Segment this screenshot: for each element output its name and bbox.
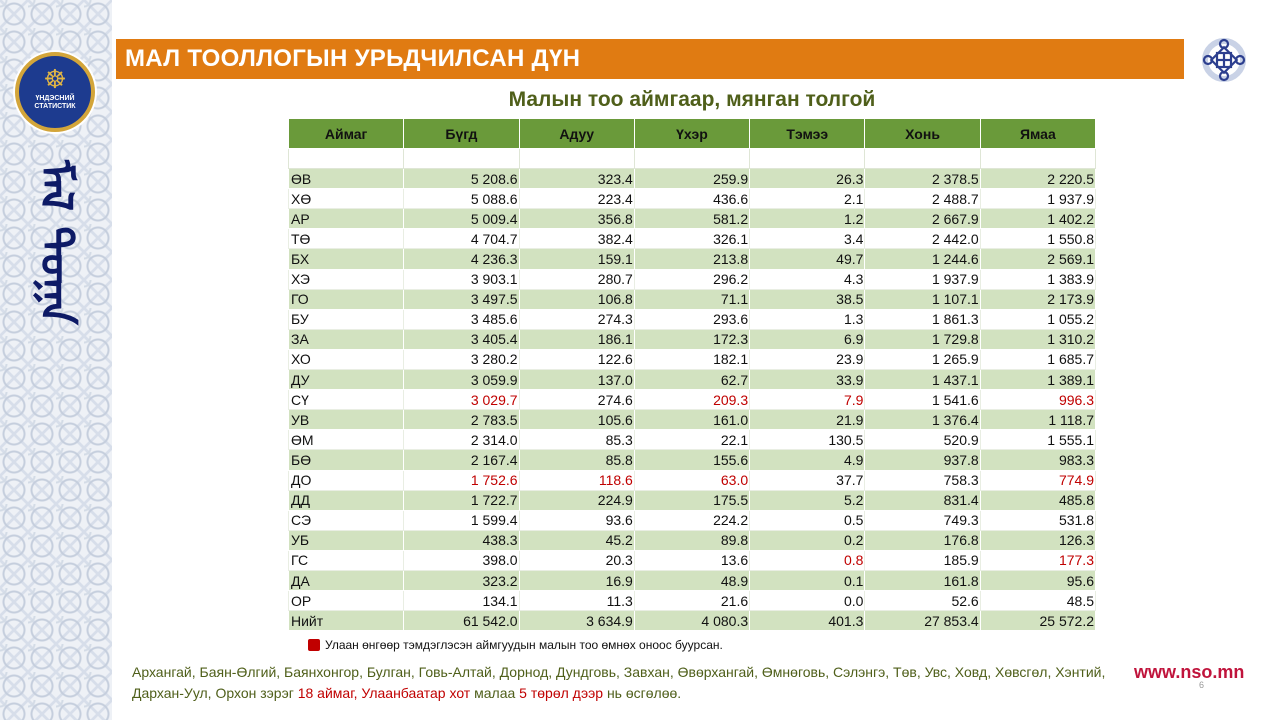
value-cell: 5.2 bbox=[750, 490, 865, 510]
table-row bbox=[289, 530, 1096, 550]
aimag-name-cell: ӨМ bbox=[289, 430, 404, 450]
value-cell: 137.0 bbox=[519, 370, 634, 390]
value-cell: 130.5 bbox=[750, 430, 865, 450]
value-cell: 21.9 bbox=[750, 410, 865, 430]
value-cell: 0.2 bbox=[750, 530, 865, 550]
value-cell: 1 402.2 bbox=[980, 209, 1095, 229]
table-row bbox=[289, 410, 1096, 430]
table-row bbox=[289, 470, 1096, 490]
table-row bbox=[289, 450, 1096, 470]
aimag-name-cell: УБ bbox=[289, 530, 404, 550]
value-cell: 1 861.3 bbox=[865, 309, 980, 329]
value-cell: 1 752.6 bbox=[404, 470, 519, 490]
value-cell: 49.7 bbox=[750, 249, 865, 269]
table-row bbox=[289, 229, 1096, 249]
value-cell: 186.1 bbox=[519, 329, 634, 349]
value-cell: 485.8 bbox=[980, 490, 1095, 510]
value-cell: 161.0 bbox=[634, 410, 749, 430]
value-cell: 155.6 bbox=[634, 450, 749, 470]
value-cell: 293.6 bbox=[634, 309, 749, 329]
value-cell: 1 541.6 bbox=[865, 390, 980, 410]
col-header-total: Бүгд bbox=[404, 119, 519, 149]
value-cell: 7.9 bbox=[750, 390, 865, 410]
value-cell: 983.3 bbox=[980, 450, 1095, 470]
value-cell: 2 442.0 bbox=[865, 229, 980, 249]
footnote-part1: Архангай, Баян-Өлгий, Баянхонгор, Булган, Говь-Алтай, Дорнод, Дундговь, Завхан, Өвөрхангай, Өмнөговь, Сэлэнгэ, Төв, Увс, Ховд, Хөвсгөл, Хэнтий, Дархан-Уул, Орхон зэрэг bbox=[132, 664, 1106, 701]
logo-text-line1: ҮНДЭСНИЙ bbox=[35, 95, 75, 102]
table-row bbox=[289, 209, 1096, 229]
value-cell: 438.3 bbox=[404, 530, 519, 550]
aimag-name-cell: БХ bbox=[289, 249, 404, 269]
value-cell: 1 550.8 bbox=[980, 229, 1095, 249]
table-row bbox=[289, 510, 1096, 530]
value-cell: 25 572.2 bbox=[980, 611, 1095, 631]
value-cell: 774.9 bbox=[980, 470, 1095, 490]
table-body bbox=[289, 149, 1096, 631]
footnote-highlight2: 5 төрөл дээр bbox=[519, 685, 604, 701]
table-row bbox=[289, 249, 1096, 269]
logo-text-line2: СТАТИСТИК bbox=[34, 103, 76, 110]
endless-knot-icon bbox=[1200, 36, 1248, 84]
value-cell: 2 167.4 bbox=[404, 450, 519, 470]
value-cell: 1 376.4 bbox=[865, 410, 980, 430]
footnote bbox=[132, 662, 1132, 704]
value-cell: 161.8 bbox=[865, 570, 980, 590]
col-header-horse: Адуу bbox=[519, 119, 634, 149]
footnote-part2: малаа bbox=[470, 685, 520, 701]
value-cell: 175.5 bbox=[634, 490, 749, 510]
value-cell: 749.3 bbox=[865, 510, 980, 530]
value-cell: 401.3 bbox=[750, 611, 865, 631]
table-row bbox=[289, 329, 1096, 349]
value-cell: 213.8 bbox=[634, 249, 749, 269]
value-cell: 520.9 bbox=[865, 430, 980, 450]
spacer-cell bbox=[519, 149, 634, 169]
value-cell: 62.7 bbox=[634, 370, 749, 390]
value-cell: 3 485.6 bbox=[404, 309, 519, 329]
aimag-name-cell: УВ bbox=[289, 410, 404, 430]
value-cell: 48.5 bbox=[980, 591, 1095, 611]
value-cell: 16.9 bbox=[519, 570, 634, 590]
aimag-name-cell: ХО bbox=[289, 349, 404, 369]
value-cell: 106.8 bbox=[519, 289, 634, 309]
decorative-ornament-strip bbox=[0, 0, 112, 720]
value-cell: 3 405.4 bbox=[404, 329, 519, 349]
table-row bbox=[289, 349, 1096, 369]
table-row bbox=[289, 309, 1096, 329]
value-cell: 11.3 bbox=[519, 591, 634, 611]
aimag-name-cell: ХЭ bbox=[289, 269, 404, 289]
value-cell: 280.7 bbox=[519, 269, 634, 289]
value-cell: 85.3 bbox=[519, 430, 634, 450]
value-cell: 85.8 bbox=[519, 450, 634, 470]
value-cell: 1 937.9 bbox=[865, 269, 980, 289]
value-cell: 937.8 bbox=[865, 450, 980, 470]
value-cell: 105.6 bbox=[519, 410, 634, 430]
aimag-name-cell: СЭ bbox=[289, 510, 404, 530]
value-cell: 1 310.2 bbox=[980, 329, 1095, 349]
nso-website-link[interactable]: www.nso.mn bbox=[1134, 662, 1245, 682]
value-cell: 531.8 bbox=[980, 510, 1095, 530]
value-cell: 2 488.7 bbox=[865, 189, 980, 209]
value-cell: 5 088.6 bbox=[404, 189, 519, 209]
value-cell: 1.3 bbox=[750, 309, 865, 329]
value-cell: 224.2 bbox=[634, 510, 749, 530]
value-cell: 93.6 bbox=[519, 510, 634, 530]
value-cell: 3 497.5 bbox=[404, 289, 519, 309]
value-cell: 45.2 bbox=[519, 530, 634, 550]
value-cell: 1 722.7 bbox=[404, 490, 519, 510]
value-cell: 326.1 bbox=[634, 229, 749, 249]
value-cell: 3.4 bbox=[750, 229, 865, 249]
value-cell: 758.3 bbox=[865, 470, 980, 490]
value-cell: 4 236.3 bbox=[404, 249, 519, 269]
value-cell: 5 208.6 bbox=[404, 169, 519, 189]
value-cell: 134.1 bbox=[404, 591, 519, 611]
aimag-name-cell: ОР bbox=[289, 591, 404, 611]
value-cell: 1 599.4 bbox=[404, 510, 519, 530]
spacer-cell bbox=[634, 149, 749, 169]
value-cell: 1 555.1 bbox=[980, 430, 1095, 450]
value-cell: 95.6 bbox=[980, 570, 1095, 590]
value-cell: 1 389.1 bbox=[980, 370, 1095, 390]
value-cell: 176.8 bbox=[865, 530, 980, 550]
table-spacer-row bbox=[289, 149, 1096, 169]
value-cell: 1 437.1 bbox=[865, 370, 980, 390]
soyombo-emblem-icon: ☸ bbox=[43, 65, 67, 95]
mongolian-script-ornament: ᠮᠠᠯ ᠲᠣᠭᠠ bbox=[30, 160, 81, 325]
value-cell: 3 059.9 bbox=[404, 370, 519, 390]
value-cell: 185.9 bbox=[865, 550, 980, 570]
value-cell: 4.3 bbox=[750, 269, 865, 289]
col-header-goat: Ямаа bbox=[980, 119, 1095, 149]
value-cell: 1 729.8 bbox=[865, 329, 980, 349]
aimag-name-cell: АР bbox=[289, 209, 404, 229]
value-cell: 2 314.0 bbox=[404, 430, 519, 450]
value-cell: 27 853.4 bbox=[865, 611, 980, 631]
slide-title: МАЛ ТООЛЛОГЫН УРЬДЧИЛСАН ДҮН bbox=[116, 39, 1184, 79]
value-cell: 2 667.9 bbox=[865, 209, 980, 229]
table-header-row bbox=[289, 119, 1096, 149]
value-cell: 118.6 bbox=[519, 470, 634, 490]
value-cell: 1 685.7 bbox=[980, 349, 1095, 369]
aimag-name-cell: СҮ bbox=[289, 390, 404, 410]
value-cell: 33.9 bbox=[750, 370, 865, 390]
aimag-name-cell: БУ bbox=[289, 309, 404, 329]
value-cell: 831.4 bbox=[865, 490, 980, 510]
spacer-cell bbox=[404, 149, 519, 169]
aimag-name-cell: ЗА bbox=[289, 329, 404, 349]
value-cell: 209.3 bbox=[634, 390, 749, 410]
value-cell: 20.3 bbox=[519, 550, 634, 570]
aimag-name-cell: ӨВ bbox=[289, 169, 404, 189]
spacer-cell bbox=[865, 149, 980, 169]
value-cell: 182.1 bbox=[634, 349, 749, 369]
value-cell: 274.6 bbox=[519, 390, 634, 410]
value-cell: 259.9 bbox=[634, 169, 749, 189]
legend bbox=[308, 638, 723, 652]
value-cell: 2 569.1 bbox=[980, 249, 1095, 269]
col-header-aimag: Аймаг bbox=[289, 119, 404, 149]
table-row bbox=[289, 570, 1096, 590]
value-cell: 3 280.2 bbox=[404, 349, 519, 369]
table-row bbox=[289, 269, 1096, 289]
spacer-cell bbox=[750, 149, 865, 169]
value-cell: 48.9 bbox=[634, 570, 749, 590]
value-cell: 274.3 bbox=[519, 309, 634, 329]
value-cell: 6.9 bbox=[750, 329, 865, 349]
value-cell: 1 118.7 bbox=[980, 410, 1095, 430]
aimag-name-cell: ГС bbox=[289, 550, 404, 570]
table-row bbox=[289, 390, 1096, 410]
value-cell: 122.6 bbox=[519, 349, 634, 369]
value-cell: 323.4 bbox=[519, 169, 634, 189]
value-cell: 0.1 bbox=[750, 570, 865, 590]
table-row bbox=[289, 289, 1096, 309]
value-cell: 71.1 bbox=[634, 289, 749, 309]
value-cell: 382.4 bbox=[519, 229, 634, 249]
value-cell: 356.8 bbox=[519, 209, 634, 229]
table-row bbox=[289, 430, 1096, 450]
table-row bbox=[289, 591, 1096, 611]
livestock-by-aimag-table bbox=[288, 118, 1096, 631]
value-cell: 26.3 bbox=[750, 169, 865, 189]
value-cell: 2 783.5 bbox=[404, 410, 519, 430]
value-cell: 223.4 bbox=[519, 189, 634, 209]
value-cell: 1 265.9 bbox=[865, 349, 980, 369]
value-cell: 398.0 bbox=[404, 550, 519, 570]
value-cell: 3 029.7 bbox=[404, 390, 519, 410]
value-cell: 4 080.3 bbox=[634, 611, 749, 631]
value-cell: 4 704.7 bbox=[404, 229, 519, 249]
aimag-name-cell: ХӨ bbox=[289, 189, 404, 209]
logo-text bbox=[34, 95, 75, 111]
table-row bbox=[289, 490, 1096, 510]
table-subtitle: Малын тоо аймгаар, мянган толгой bbox=[508, 88, 876, 111]
value-cell: 172.3 bbox=[634, 329, 749, 349]
value-cell: 177.3 bbox=[980, 550, 1095, 570]
aimag-name-cell: Нийт bbox=[289, 611, 404, 631]
aimag-name-cell: ДО bbox=[289, 470, 404, 490]
value-cell: 61 542.0 bbox=[404, 611, 519, 631]
col-header-cattle: Үхэр bbox=[634, 119, 749, 149]
value-cell: 0.5 bbox=[750, 510, 865, 530]
aimag-name-cell: ДА bbox=[289, 570, 404, 590]
value-cell: 126.3 bbox=[980, 530, 1095, 550]
value-cell: 159.1 bbox=[519, 249, 634, 269]
value-cell: 89.8 bbox=[634, 530, 749, 550]
value-cell: 436.6 bbox=[634, 189, 749, 209]
value-cell: 1.2 bbox=[750, 209, 865, 229]
value-cell: 1 107.1 bbox=[865, 289, 980, 309]
aimag-name-cell: БӨ bbox=[289, 450, 404, 470]
value-cell: 23.9 bbox=[750, 349, 865, 369]
table-row bbox=[289, 189, 1096, 209]
page-number: 6 bbox=[1199, 680, 1205, 690]
spacer-cell bbox=[289, 149, 404, 169]
value-cell: 52.6 bbox=[865, 591, 980, 611]
value-cell: 21.6 bbox=[634, 591, 749, 611]
red-square-icon bbox=[308, 639, 320, 651]
value-cell: 5 009.4 bbox=[404, 209, 519, 229]
value-cell: 3 634.9 bbox=[519, 611, 634, 631]
value-cell: 224.9 bbox=[519, 490, 634, 510]
value-cell: 2 220.5 bbox=[980, 169, 1095, 189]
value-cell: 1 244.6 bbox=[865, 249, 980, 269]
value-cell: 296.2 bbox=[634, 269, 749, 289]
table-row bbox=[289, 169, 1096, 189]
value-cell: 0.0 bbox=[750, 591, 865, 611]
aimag-name-cell: ТӨ bbox=[289, 229, 404, 249]
value-cell: 996.3 bbox=[980, 390, 1095, 410]
value-cell: 1 055.2 bbox=[980, 309, 1095, 329]
table-row bbox=[289, 550, 1096, 570]
aimag-name-cell: ДД bbox=[289, 490, 404, 510]
table-row bbox=[289, 370, 1096, 390]
value-cell: 2.1 bbox=[750, 189, 865, 209]
value-cell: 581.2 bbox=[634, 209, 749, 229]
value-cell: 2 173.9 bbox=[980, 289, 1095, 309]
value-cell: 3 903.1 bbox=[404, 269, 519, 289]
aimag-name-cell: ГО bbox=[289, 289, 404, 309]
footnote-highlight1: 18 аймаг, Улаанбаатар хот bbox=[297, 685, 471, 701]
aimag-name-cell: ДУ bbox=[289, 370, 404, 390]
nso-logo bbox=[15, 52, 95, 132]
col-header-sheep: Хонь bbox=[865, 119, 980, 149]
value-cell: 38.5 bbox=[750, 289, 865, 309]
value-cell: 1 383.9 bbox=[980, 269, 1095, 289]
value-cell: 22.1 bbox=[634, 430, 749, 450]
value-cell: 1 937.9 bbox=[980, 189, 1095, 209]
value-cell: 63.0 bbox=[634, 470, 749, 490]
value-cell: 0.8 bbox=[750, 550, 865, 570]
col-header-camel: Тэмээ bbox=[750, 119, 865, 149]
table-row bbox=[289, 611, 1096, 631]
value-cell: 37.7 bbox=[750, 470, 865, 490]
value-cell: 2 378.5 bbox=[865, 169, 980, 189]
spacer-cell bbox=[980, 149, 1095, 169]
value-cell: 323.2 bbox=[404, 570, 519, 590]
value-cell: 4.9 bbox=[750, 450, 865, 470]
value-cell: 13.6 bbox=[634, 550, 749, 570]
footnote-part3: нь өсгөлөө. bbox=[603, 685, 682, 701]
legend-text: Улаан өнгөөр тэмдэглэсэн аймгуудын малын тоо өмнөх оноос буурсан. bbox=[325, 638, 723, 652]
